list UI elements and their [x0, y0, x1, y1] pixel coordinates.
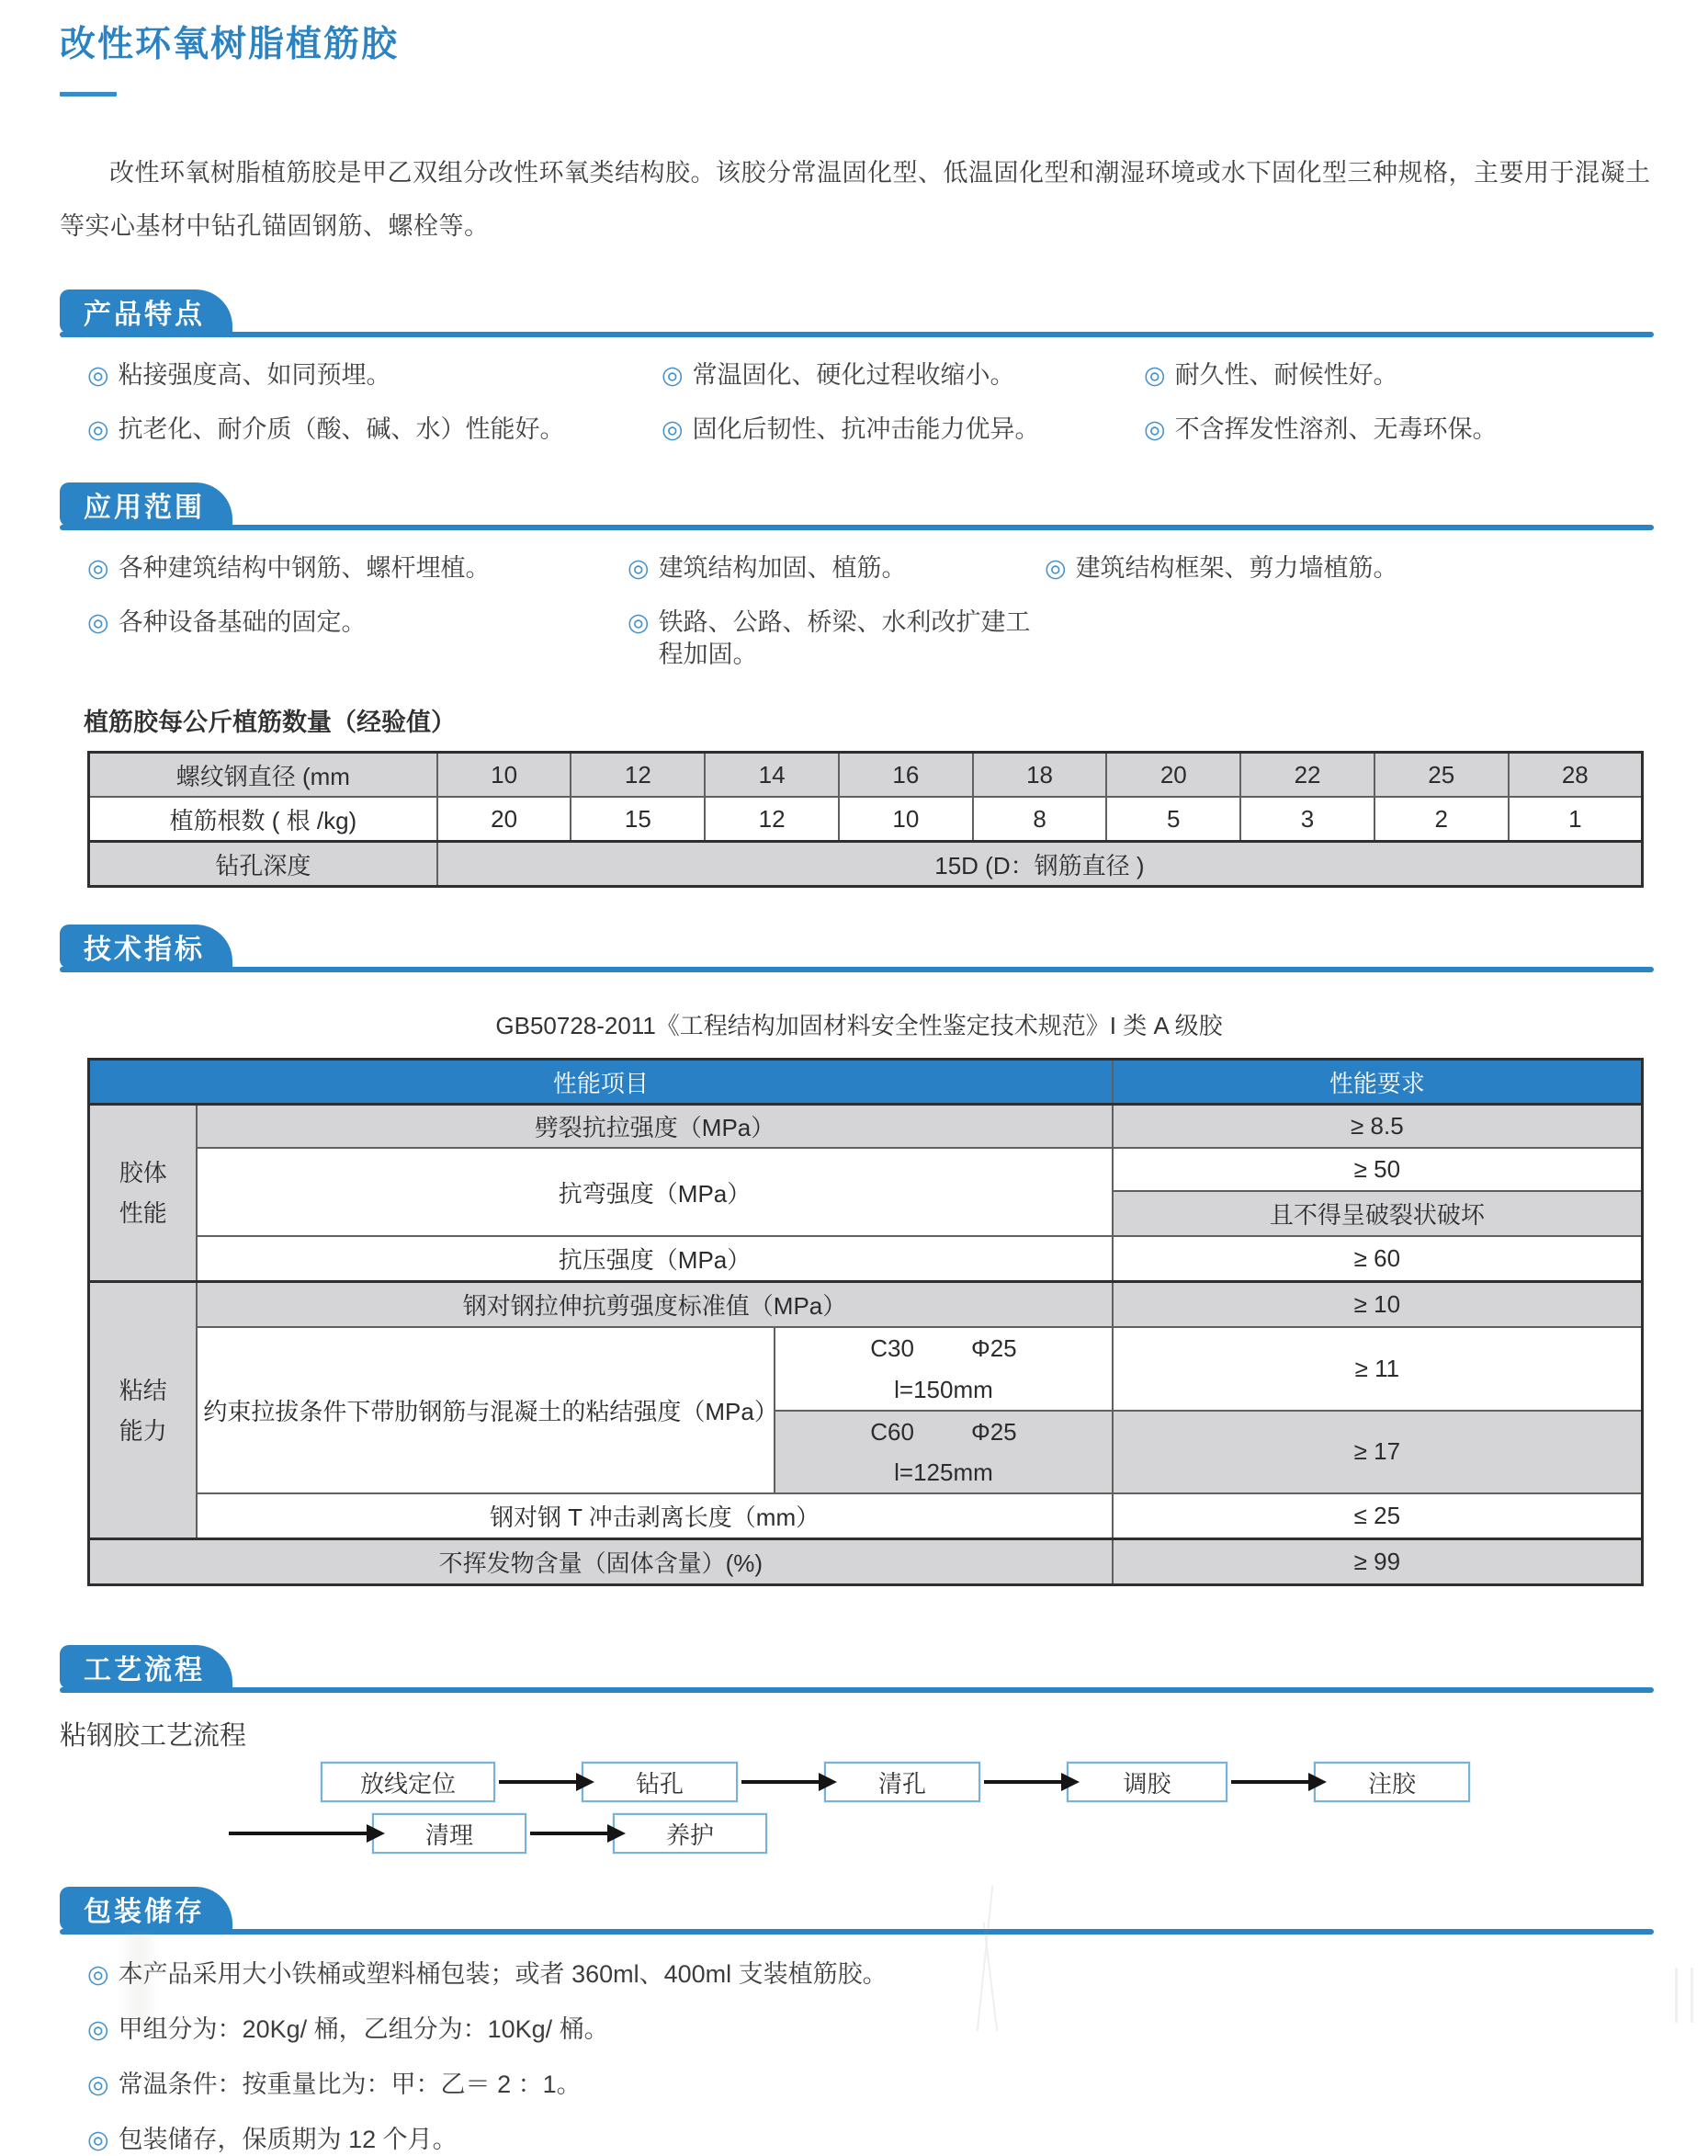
page-title: 改性环氧树脂植筋胶 [60, 25, 400, 64]
table-row [89, 1539, 1643, 1585]
section-features [60, 289, 1658, 337]
value-cell: 3 [1240, 797, 1374, 842]
item-cell: 抗压强度（MPa） [197, 1236, 1112, 1282]
bullet-icon: ◎ [1144, 360, 1166, 389]
table-row [89, 842, 1643, 887]
packaging-text: 常温条件：按重量比为：甲：乙＝ 2 ：1。 [118, 2071, 582, 2099]
bullet-icon: ◎ [87, 2126, 109, 2154]
flow-arrow-icon [499, 1780, 576, 1784]
table-header-row [89, 1060, 1643, 1105]
table-row [89, 1105, 1643, 1149]
section-application [60, 482, 1658, 530]
packaging-text: 甲组分为：20Kg/ 桶，乙组分为：10Kg/ 桶。 [118, 2015, 609, 2044]
feature-item [662, 359, 1144, 391]
req-cell: ≥ 11 [1113, 1327, 1643, 1410]
bullet-icon: ◎ [87, 608, 109, 637]
value-cell: 10 [437, 753, 571, 798]
application-text: 建筑结构加固、植筋。 [658, 554, 907, 583]
value-cell: 20 [437, 797, 571, 842]
packaging-list [87, 1958, 1658, 2156]
embed-length: l=125mm [894, 1458, 993, 1486]
value-cell: 2 [1374, 797, 1509, 842]
application-text: 铁路、公路、桥梁、水利改扩建工程加固。 [658, 608, 1031, 669]
req-cell: ≥ 10 [1113, 1282, 1643, 1328]
dosage-table [87, 751, 1644, 888]
req-cell: ≥ 17 [1113, 1411, 1643, 1493]
value-cell: 25 [1374, 753, 1509, 798]
section-tab-tech: 技术指标 [60, 925, 232, 969]
feature-item [1144, 359, 1658, 391]
bullet-icon: ◎ [87, 554, 109, 583]
value-cell: 18 [973, 753, 1107, 798]
feature-text: 耐久性、耐候性好。 [1174, 360, 1398, 389]
packaging-text: 本产品采用大小铁桶或塑料桶包装；或者 360ml、400ml 支装植筋胶。 [118, 1960, 888, 1989]
value-cell: 12 [705, 797, 839, 842]
table-row [89, 1236, 1643, 1282]
section-packaging [60, 1887, 1658, 1935]
intro-paragraph: 改性环氧树脂植筋胶是甲乙双组分改性环氧类结构胶。该胶分常温固化型、低温固化型和潮湿环境或水下固化型三种规格，主要用于混凝土等实心基材中钻孔锚固钢筋、螺栓等。 [60, 158, 1651, 240]
application-text: 各种设备基础的固定。 [118, 608, 367, 637]
flow-step-box: 养护 [613, 1813, 767, 1854]
bullet-icon: ◎ [1144, 414, 1166, 443]
feature-item [662, 414, 1144, 446]
flow-arrow-icon [741, 1780, 819, 1784]
value-cell: 20 [1106, 753, 1240, 798]
section-tab-features: 产品特点 [60, 289, 232, 334]
flowchart-row-1 [321, 1762, 1658, 1802]
value-cell: 5 [1106, 797, 1240, 842]
value-cell: 8 [973, 797, 1107, 842]
section-tab-application: 应用范围 [60, 482, 232, 527]
flow-arrow-icon [530, 1832, 607, 1835]
table-row [89, 797, 1643, 842]
item-cell: 钢对钢拉伸抗剪强度标准值（MPa） [197, 1282, 1112, 1328]
spec-cell [775, 1411, 1113, 1493]
value-cell: 28 [1509, 753, 1643, 798]
req-cell: ≥ 60 [1113, 1236, 1643, 1282]
flowchart-row-2 [225, 1813, 1658, 1854]
bullet-icon: ◎ [628, 554, 650, 583]
rebar-diameter: Φ25 [970, 1417, 1017, 1446]
bullet-icon: ◎ [87, 2071, 109, 2099]
flow-arrow-icon [1231, 1780, 1308, 1784]
flow-arrow-icon [229, 1832, 367, 1835]
bullet-icon: ◎ [662, 414, 684, 443]
bullet-icon: ◎ [87, 360, 109, 389]
item-cell: 钢对钢 T 冲击剥离长度（mm） [197, 1493, 1112, 1539]
dosage-caption: 植筋胶每公斤植筋数量（经验值） [84, 709, 456, 737]
req-cell: ≥ 99 [1113, 1539, 1643, 1585]
column-header: 性能要求 [1113, 1060, 1643, 1105]
flow-arrow-icon [984, 1780, 1061, 1784]
section-rule [60, 1687, 1654, 1693]
section-tab-packaging: 包装储存 [60, 1887, 232, 1931]
section-rule [60, 967, 1654, 972]
req-cell: ≥ 50 [1113, 1148, 1643, 1191]
packaging-item [87, 2014, 1658, 2046]
flow-step-box: 清孔 [824, 1762, 980, 1802]
bullet-icon: ◎ [1045, 554, 1067, 583]
group-cell: 胶体性能 [89, 1105, 198, 1282]
table-row [89, 1282, 1643, 1328]
flow-step-box: 注胶 [1314, 1762, 1470, 1802]
value-cell: 15 [571, 797, 705, 842]
rebar-diameter: Φ25 [970, 1334, 1017, 1363]
item-cell: 抗弯强度（MPa） [197, 1148, 1112, 1236]
feature-item [87, 414, 662, 446]
item-cell: 不挥发物含量（固体含量）(%) [89, 1539, 1113, 1585]
value-cell: 15D (D：钢筋直径 ) [437, 842, 1643, 887]
row-label: 植筋根数 ( 根 /kg) [89, 797, 437, 842]
column-header: 性能项目 [89, 1060, 1113, 1105]
feature-item [87, 359, 662, 391]
value-cell: 10 [839, 797, 973, 842]
section-rule [60, 332, 1654, 337]
packaging-text: 包装储存，保质期为 12 个月。 [118, 2126, 458, 2154]
concrete-grade: C60 [870, 1417, 914, 1446]
application-item [628, 552, 1045, 584]
group-cell: 粘结能力 [89, 1282, 198, 1539]
value-cell: 22 [1240, 753, 1374, 798]
packaging-item [87, 2124, 1658, 2156]
bullet-icon: ◎ [628, 608, 650, 637]
table-row [89, 1493, 1643, 1539]
feature-text: 抗老化、耐介质（酸、碱、水）性能好。 [118, 414, 565, 443]
value-cell: 16 [839, 753, 973, 798]
feature-text: 不含挥发性溶剂、无毒环保。 [1174, 414, 1498, 443]
section-tab-process: 工艺流程 [60, 1645, 232, 1689]
row-label: 螺纹钢直径 (mm [89, 753, 437, 798]
spec-cell [775, 1327, 1113, 1410]
table-row [89, 753, 1643, 798]
flow-step-box: 放线定位 [321, 1762, 495, 1802]
table-row [89, 1148, 1643, 1191]
application-list [87, 552, 1658, 671]
section-rule [60, 525, 1654, 530]
flow-step-box: 清理 [372, 1813, 526, 1854]
value-cell: 12 [571, 753, 705, 798]
packaging-item [87, 2069, 1658, 2101]
tech-table [87, 1058, 1644, 1586]
bullet-icon: ◎ [87, 1960, 109, 1989]
application-item [628, 607, 1045, 671]
flow-step-box: 调胶 [1067, 1762, 1227, 1802]
table-row [89, 1327, 1643, 1410]
application-text: 建筑结构框架、剪力墙植筋。 [1075, 554, 1398, 583]
packaging-item [87, 1958, 1658, 1991]
value-cell: 14 [705, 753, 839, 798]
tech-standard-note: GB50728-2011《工程结构加固材料安全性鉴定技术规范》I 类 A 级胶 [495, 1012, 1223, 1040]
section-rule [60, 1929, 1654, 1935]
value-cell: 1 [1509, 797, 1643, 842]
section-tech [60, 925, 1658, 972]
section-process [60, 1645, 1658, 1693]
application-item [87, 607, 628, 671]
feature-text: 常温固化、硬化过程收缩小。 [692, 360, 1015, 389]
bullet-icon: ◎ [87, 414, 109, 443]
watermark [1675, 1968, 1693, 2023]
feature-text: 粘接强度高、如同预埋。 [118, 360, 391, 389]
item-cell: 约束拉拔条件下带肋钢筋与混凝土的粘结强度（MPa） [197, 1327, 775, 1493]
application-item [87, 552, 628, 584]
application-item [1045, 552, 1658, 584]
flow-step-box: 钻孔 [582, 1762, 738, 1802]
item-cell: 劈裂抗拉强度（MPa） [197, 1105, 1112, 1149]
title-underline [60, 92, 117, 96]
concrete-grade: C30 [870, 1334, 914, 1363]
bullet-icon: ◎ [662, 360, 684, 389]
application-text: 各种建筑结构中钢筋、螺杆埋植。 [118, 554, 491, 583]
embed-length: l=150mm [894, 1375, 993, 1403]
process-subtitle: 粘钢胶工艺流程 [60, 1721, 247, 1752]
req-cell: ≤ 25 [1113, 1493, 1643, 1539]
row-label: 钻孔深度 [89, 842, 437, 887]
req-cell: 且不得呈破裂状破坏 [1113, 1191, 1643, 1236]
features-list [87, 359, 1658, 446]
bullet-icon: ◎ [87, 2015, 109, 2044]
req-cell: ≥ 8.5 [1113, 1105, 1643, 1149]
feature-item [1144, 414, 1658, 446]
feature-text: 固化后韧性、抗冲击能力优异。 [692, 414, 1040, 443]
